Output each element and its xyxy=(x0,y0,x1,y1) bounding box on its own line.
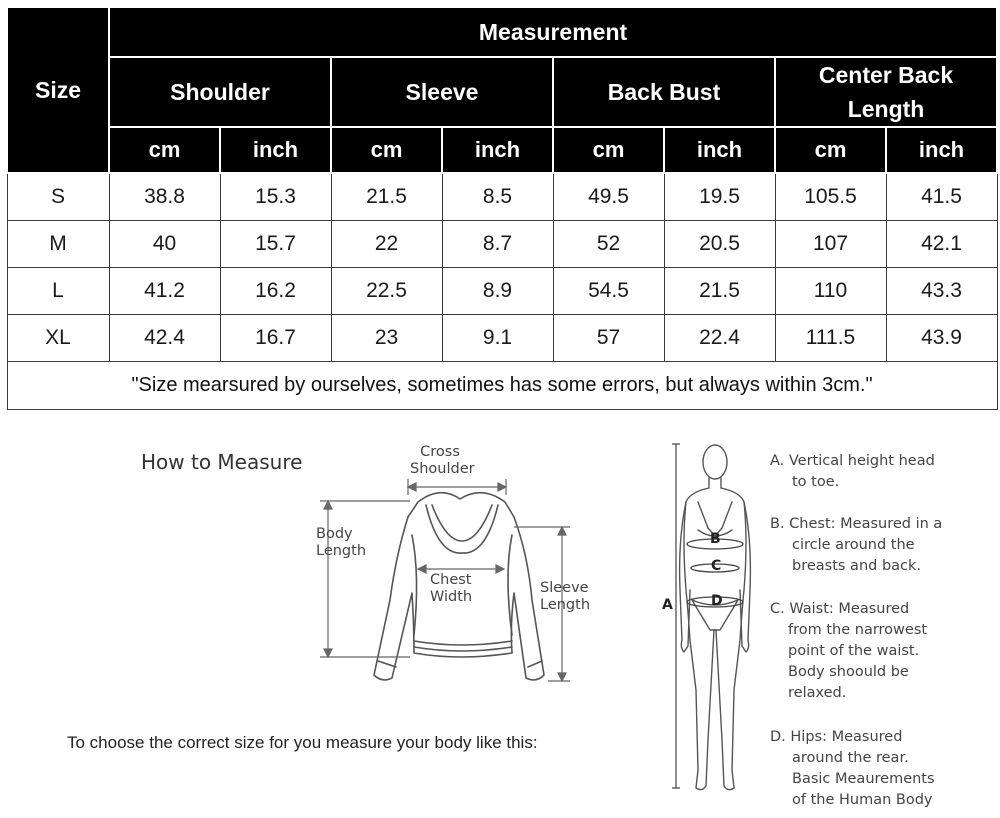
label-cross: Cross xyxy=(420,444,460,460)
value-cell: 16.7 xyxy=(220,314,331,361)
value-cell: 49.5 xyxy=(553,173,664,220)
note-c xyxy=(770,599,927,704)
value-cell: 105.5 xyxy=(775,173,886,220)
body-letter-b: B xyxy=(710,531,721,547)
value-cell: 15.7 xyxy=(220,220,331,267)
note-a-line1: A. Vertical height head xyxy=(770,453,935,469)
value-cell: 15.3 xyxy=(220,173,331,220)
note-b-line3: breasts and back. xyxy=(792,558,922,574)
note-c-line4: Body shoould be xyxy=(788,664,909,680)
how-to-measure-title: How to Measure xyxy=(141,450,303,474)
value-cell: 19.5 xyxy=(664,173,775,220)
value-cell: 22.5 xyxy=(331,267,442,314)
label-sleeve: Sleeve xyxy=(540,580,589,596)
value-cell: 52 xyxy=(553,220,664,267)
value-cell: 22 xyxy=(331,220,442,267)
note-b-line1: B. Chest: Measured in a xyxy=(770,516,943,532)
unit-header: inch xyxy=(220,127,331,173)
value-cell: 20.5 xyxy=(664,220,775,267)
unit-header: cm xyxy=(331,127,442,173)
note-d-line2: around the rear. xyxy=(792,750,909,766)
value-cell: 43.3 xyxy=(886,267,997,314)
group-header-sleeve: Sleeve xyxy=(331,57,553,127)
note-b xyxy=(770,514,942,577)
group-header-center-back-length: Center Back Length xyxy=(775,57,997,127)
table-row xyxy=(7,314,997,361)
value-cell: 41.2 xyxy=(109,267,220,314)
body-letter-a: A xyxy=(662,597,673,613)
measurement-header: Measurement xyxy=(109,7,997,57)
body-letter-c: C xyxy=(711,558,722,574)
value-cell: 22.4 xyxy=(664,314,775,361)
size-cell: XL xyxy=(7,314,109,361)
unit-header: cm xyxy=(553,127,664,173)
size-cell: L xyxy=(7,267,109,314)
value-cell: 42.1 xyxy=(886,220,997,267)
table-row xyxy=(7,173,997,220)
label-chest-width: Width xyxy=(430,589,473,605)
unit-header: inch xyxy=(886,127,997,173)
label-body-length: Length xyxy=(316,543,367,559)
value-cell: 57 xyxy=(553,314,664,361)
note-d xyxy=(770,727,935,811)
value-cell: 8.9 xyxy=(442,267,553,314)
measure-instruction: To choose the correct size for you measure your body like this: xyxy=(67,733,538,752)
value-cell: 110 xyxy=(775,267,886,314)
label-shoulder: Shoulder xyxy=(410,461,475,477)
unit-header: cm xyxy=(775,127,886,173)
value-cell: 16.2 xyxy=(220,267,331,314)
note-d-line3: Basic Meaurements xyxy=(792,771,935,787)
size-note: "Size mearsured by ourselves, sometimes has some errors, but always within 3cm." xyxy=(7,361,997,409)
label-body: Body xyxy=(316,526,353,542)
value-cell: 43.9 xyxy=(886,314,997,361)
value-cell: 111.5 xyxy=(775,314,886,361)
value-cell: 54.5 xyxy=(553,267,664,314)
value-cell: 38.8 xyxy=(109,173,220,220)
note-c-line2: from the narrowest xyxy=(788,622,928,638)
value-cell: 23 xyxy=(331,314,442,361)
value-cell: 8.7 xyxy=(442,220,553,267)
group-header-back-bust: Back Bust xyxy=(553,57,775,127)
note-b-line2: circle around the xyxy=(792,537,915,553)
body-letter-d: D xyxy=(711,593,723,609)
value-cell: 8.5 xyxy=(442,173,553,220)
note-c-line3: point of the waist. xyxy=(788,643,920,659)
label-chest: Chest xyxy=(430,572,472,588)
value-cell: 21.5 xyxy=(331,173,442,220)
size-header: Size xyxy=(7,7,109,173)
size-table xyxy=(6,6,998,410)
note-d-line1: D. Hips: Measured xyxy=(770,729,903,745)
body-diagram xyxy=(668,440,768,818)
value-cell: 21.5 xyxy=(664,267,775,314)
unit-header: inch xyxy=(442,127,553,173)
size-cell: S xyxy=(7,173,109,220)
value-cell: 9.1 xyxy=(442,314,553,361)
unit-header: cm xyxy=(109,127,220,173)
group-header-shoulder: Shoulder xyxy=(109,57,331,127)
note-a-line2: to toe. xyxy=(792,474,840,490)
note-c-line5: relaxed. xyxy=(788,685,847,701)
note-c-line1: C. Waist: Measured xyxy=(770,601,910,617)
unit-header: inch xyxy=(664,127,775,173)
value-cell: 42.4 xyxy=(109,314,220,361)
value-cell: 40 xyxy=(109,220,220,267)
label-sleeve-length: Length xyxy=(540,597,591,613)
table-row xyxy=(7,267,997,314)
value-cell: 107 xyxy=(775,220,886,267)
note-a xyxy=(770,451,935,493)
note-d-line4: of the Human Body xyxy=(792,792,933,808)
value-cell: 41.5 xyxy=(886,173,997,220)
table-row xyxy=(7,220,997,267)
size-cell: M xyxy=(7,220,109,267)
